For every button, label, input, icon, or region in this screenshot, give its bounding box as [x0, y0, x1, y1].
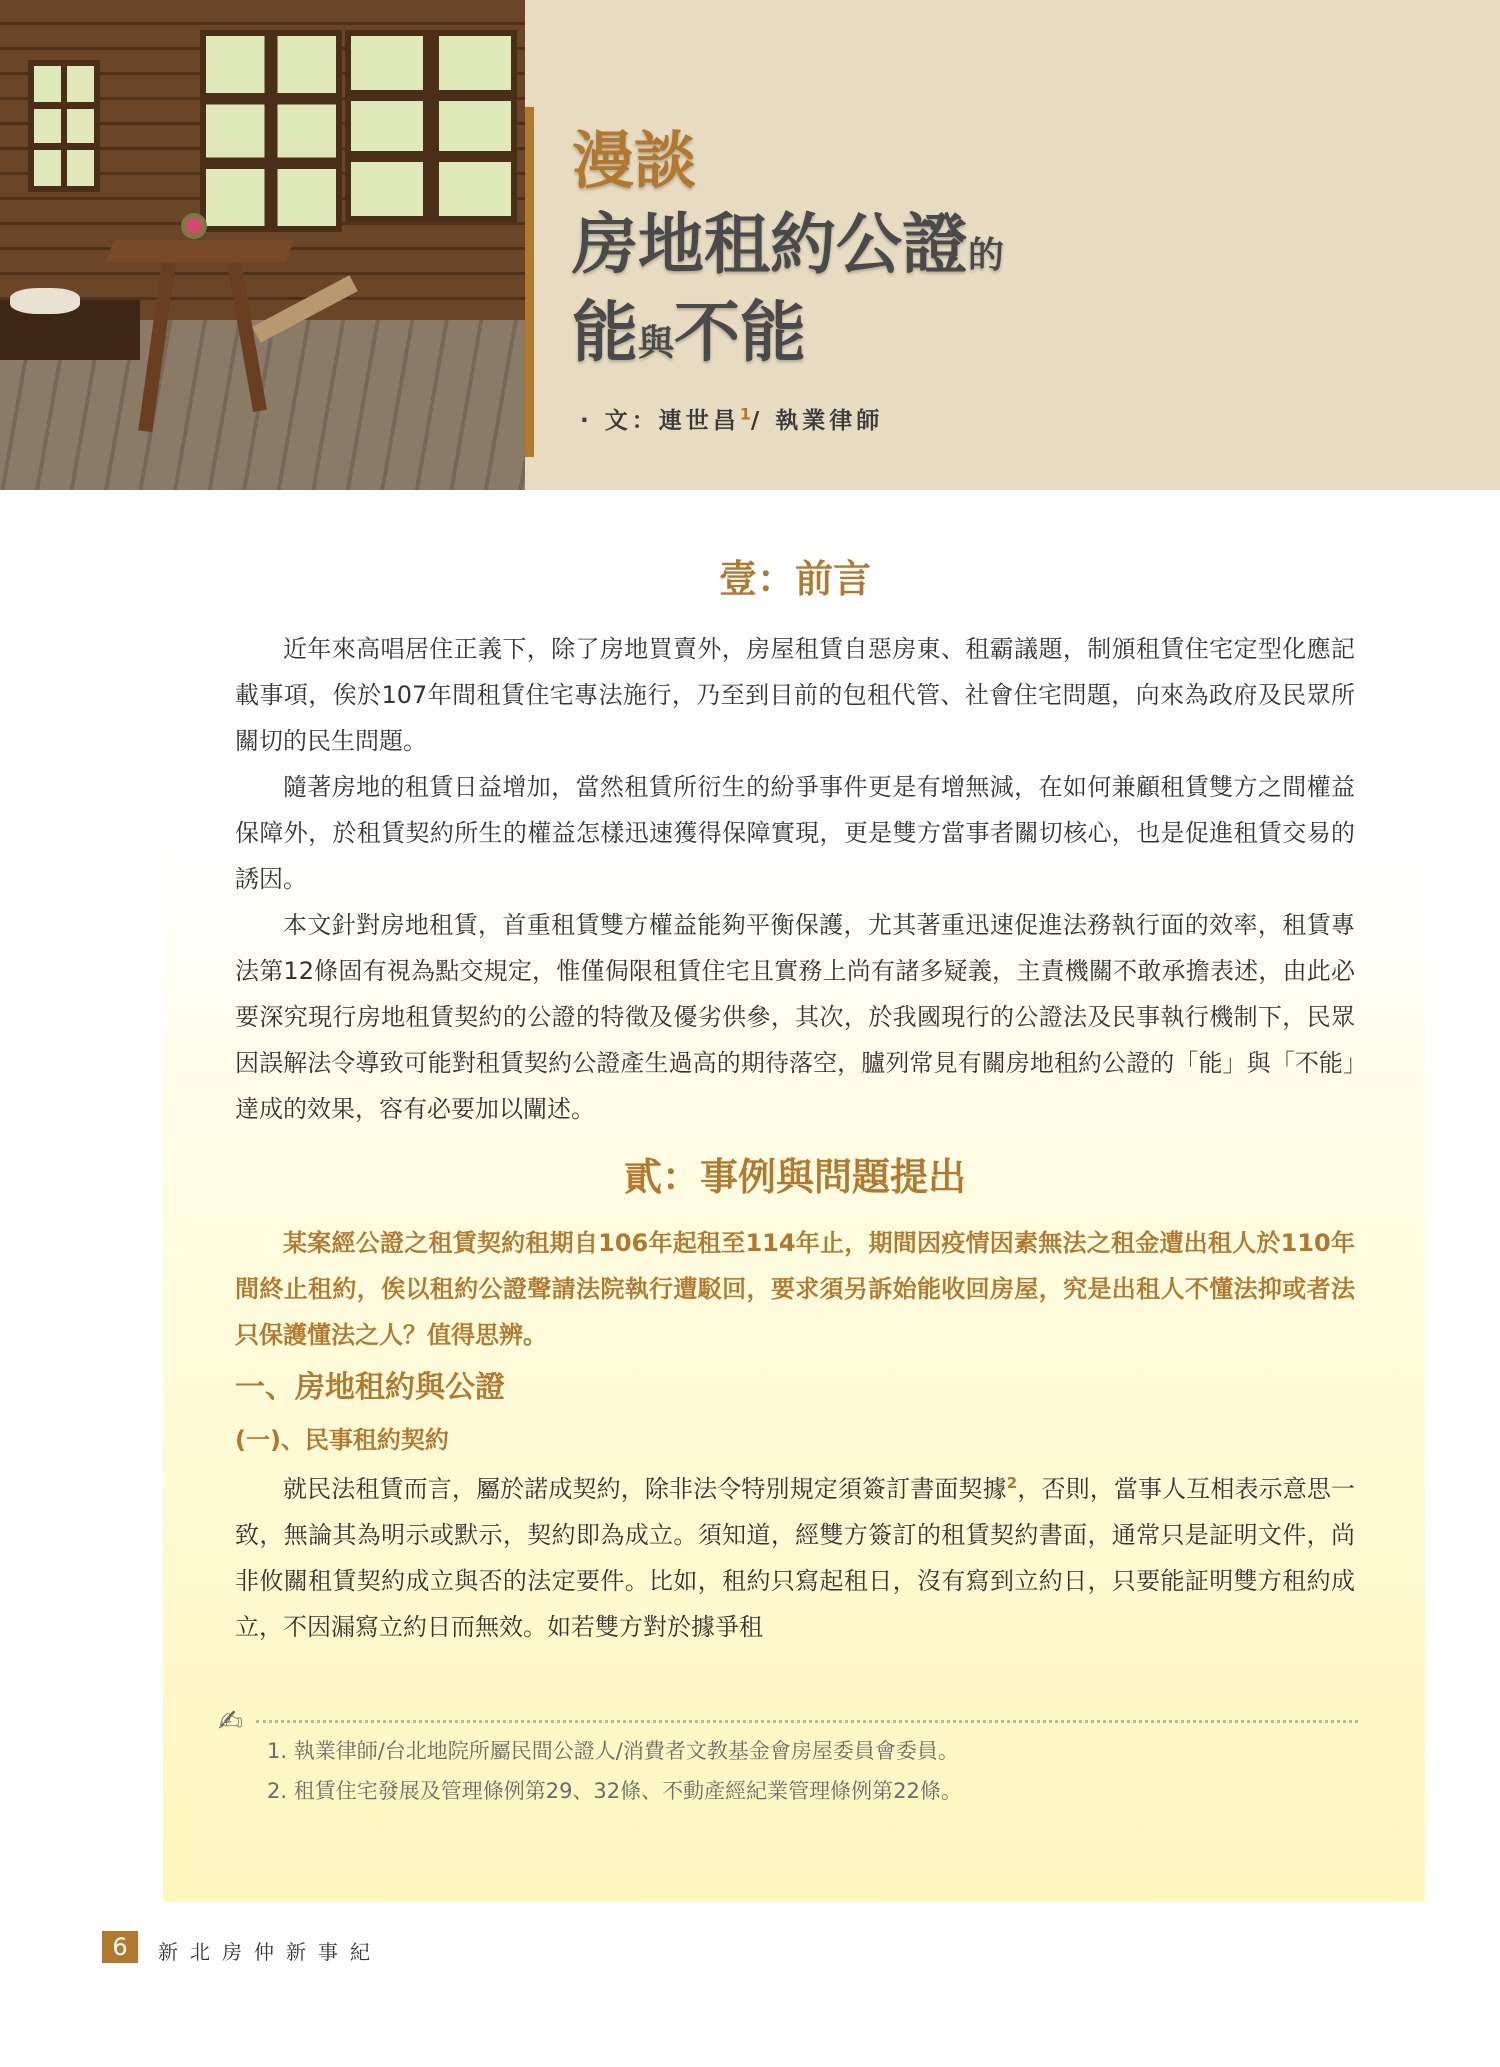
case-paragraph: 某案經公證之租賃契約租期自106年起租至114年止，期間因疫情因素無法之租金遭出租人於110年間終止租約，俟以租約公證聲請法院執行遭駁回，要求須另訴始能收回房屋，究是出租人不懂法抑或者法只保護懂法之人？值得思辨。	[235, 1229, 1355, 1349]
intro-paragraph-1: 近年來高唱居住正義下，除了房地買賣外，房屋租賃自惡房東、租霸議題，制頒租賃住宅定型化應記載事項，俟於107年間租賃住宅專法施行，乃至到目前的包租代管、社會住宅問題，向來為政府及民眾所關切的民生問題。	[235, 635, 1355, 755]
magazine-name: 新北房仲新事紀	[158, 1940, 382, 1964]
title-connector: 與	[638, 323, 675, 364]
photo-table	[106, 240, 294, 262]
subsection-heading: 一、房地租約與公證	[235, 1370, 505, 1405]
title-suffix: 的	[968, 235, 1005, 276]
contract-text-start: 就民法租賃而言，屬於諾成契約，除非法令特別規定須簽訂書面契據	[283, 1475, 1007, 1503]
pen-writing-icon: ✍	[218, 1704, 244, 1739]
photo-window-right	[345, 30, 517, 222]
title-word-a: 能	[572, 294, 638, 371]
footnote-1: 1. 執業律師/台北地院所屬民間公證人/消費者文教基金會房屋委員會委員。	[267, 1739, 959, 1763]
header-photo	[0, 0, 525, 490]
photo-window-left	[28, 60, 100, 192]
dotted-rule	[256, 1720, 1358, 1723]
author-byline	[580, 402, 883, 435]
title-line-3	[572, 294, 1004, 371]
photo-basket	[10, 288, 80, 314]
intro-paragraph-2: 隨著房地的租賃日益增加，當然租賃所衍生的紛爭事件更是有增無減，在如何兼顧租賃雙方之間權益保障外，於租賃契約所生的權益怎樣迅速獲得保障實現，更是雙方當事者關切核心，也是促進租賃交易的誘因。	[235, 773, 1355, 893]
photo-flower	[180, 210, 208, 242]
footnote-2: 2. 租賃住宅發展及管理條例第29、32條、不動產經紀業管理條例第22條。	[267, 1779, 962, 1803]
contract-paragraph	[235, 1460, 1355, 1650]
byline-footnote-ref: 1	[739, 404, 751, 424]
byline-role: / 執業律師	[750, 408, 884, 434]
byline-author: · 文：連世昌	[580, 408, 740, 434]
article-title	[572, 124, 1005, 371]
footnote-ref-2: 2	[1006, 1474, 1018, 1492]
section-heading-intro: 壹：前言	[718, 557, 871, 601]
header-accent-bar	[525, 107, 534, 457]
photo-window-center	[200, 30, 342, 232]
section-heading-case: 貳：事例與問題提出	[623, 1155, 966, 1199]
page-number: 6	[102, 1931, 138, 1963]
intro-paragraph-3: 本文針對房地租賃，首重租賃雙方權益能夠平衡保護，尤其著重迅速促進法務執行面的效率，租賃專法第12條固有視為點交規定，惟僅侷限租賃住宅且實務上尚有諸多疑義，主責機關不敢承擔表述，由此必要深究現行房地租賃契約的公證的特徵及優劣供參，其次，於我國現行的公證法及民事執行機制下，民眾因誤解法令導致可能對租賃契約公證產生過高的期待落空，臚列常見有關房地租約公證的「能」與「不能」達成的效果，容有必要加以闡述。	[235, 911, 1355, 1123]
title-word-b: 不能	[674, 294, 807, 371]
footnote-divider	[218, 1704, 1358, 1739]
contract-text-end: ，否則，當事人互相表示意思一致，無論其為明示或默示，契約即為成立。須知道，經雙方簽訂的租賃契約書面，通常只是証明文件，尚非攸關租賃契約成立與否的法定要件。比如，租約只寫起租日，沒有寫到立約日，只要能証明雙方租約成立，不因漏寫立約日而無效。如若雙方對於據爭租	[235, 1475, 1356, 1641]
title-line-2	[572, 206, 1005, 283]
subsubsection-heading: (一)、民事租約契約	[235, 1426, 449, 1454]
title-main: 房地租約公證	[572, 206, 968, 283]
title-line-1: 漫談	[572, 124, 697, 197]
